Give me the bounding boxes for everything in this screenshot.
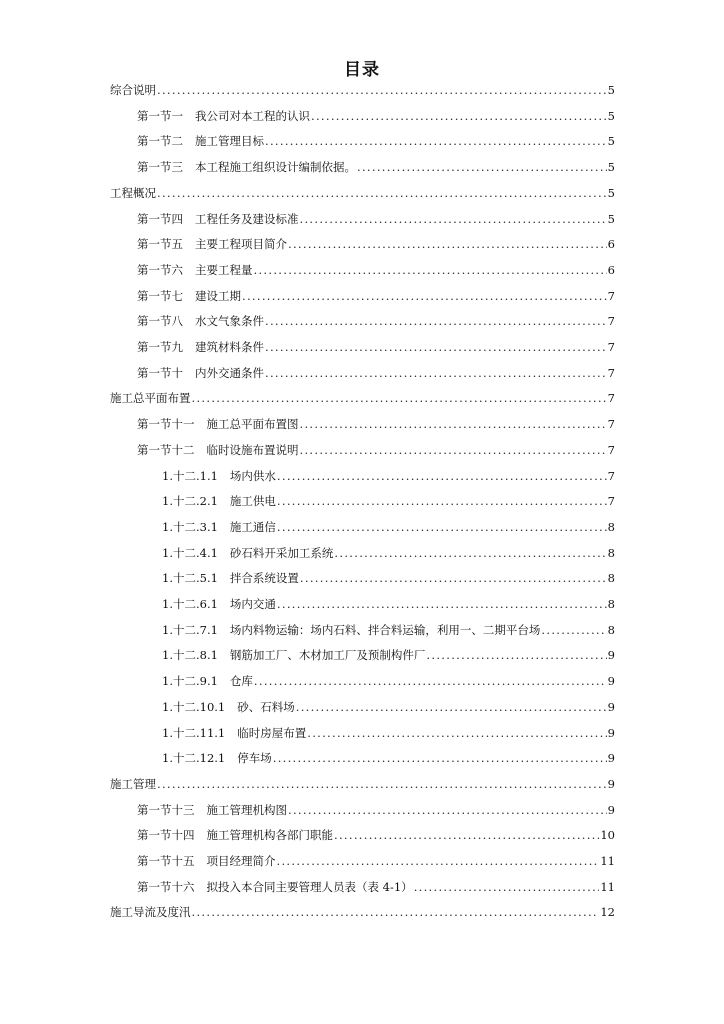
- toc-entry-number: 1.十二.5.1: [162, 571, 218, 586]
- dot-leader: [300, 568, 607, 588]
- toc-entry-number: 第一节九: [137, 340, 183, 354]
- toc-entry[interactable]: [162, 671, 615, 691]
- toc-entry-label: [162, 748, 272, 768]
- toc-entry-text: 拟投入本合同主要管理人员表（表 4-1）: [206, 879, 413, 894]
- toc-entry-page-number: 11: [600, 879, 615, 894]
- toc-entry-text: 建设工期: [195, 288, 241, 303]
- toc-entry-page-number: 9: [607, 802, 615, 817]
- toc-entry-page-number: 10: [600, 828, 615, 843]
- toc-entry[interactable]: [137, 106, 615, 126]
- toc-entry-text: 综合说明: [110, 83, 156, 97]
- toc-entry-text: 工程任务及建设标准: [195, 211, 299, 226]
- dot-leader: [265, 131, 607, 151]
- toc-entry[interactable]: [162, 645, 615, 665]
- toc-entry-page-number: 8: [607, 545, 615, 560]
- toc-entry-text: 仓库: [229, 674, 253, 689]
- toc-entry-number: 第一节十二: [137, 442, 195, 457]
- toc-entry-label: [137, 106, 310, 126]
- toc-entry-text: 施工供电: [229, 494, 276, 509]
- toc-entry-label: [137, 311, 264, 331]
- toc-entry-label: [110, 183, 156, 203]
- toc-entry-page-number: 7: [607, 314, 615, 329]
- toc-entry[interactable]: [137, 131, 615, 151]
- toc-entry-page-number: 7: [607, 417, 615, 432]
- toc-entry-text: 施工管理: [110, 776, 156, 791]
- page-title: 目录: [344, 60, 380, 80]
- toc-entry-number: 1.十二.3.1: [162, 519, 218, 534]
- toc-entry-label: [137, 414, 299, 434]
- toc-entry-text: 主要工程量: [195, 262, 253, 277]
- dot-leader: [414, 877, 600, 897]
- dot-leader: [157, 80, 607, 100]
- dot-leader: [288, 234, 607, 254]
- dot-leader: [357, 157, 607, 177]
- toc-entry-page-number: 7: [607, 442, 615, 457]
- dot-leader: [157, 774, 607, 794]
- toc-entry-page-number: 9: [607, 648, 615, 663]
- dot-leader: [265, 363, 607, 383]
- toc-entry-label: [110, 80, 156, 100]
- toc-entry-label: [110, 902, 191, 922]
- toc-entry-label: [162, 466, 276, 486]
- toc-entry-label: [137, 337, 264, 357]
- toc-entry-number: 1.十二.11.1: [162, 725, 226, 740]
- toc-entry-number: 第一节四: [137, 211, 183, 226]
- toc-entry-page-number: 6: [607, 237, 615, 252]
- toc-entry-number: 第一节三: [137, 160, 183, 175]
- toc-entry-label: [137, 157, 356, 177]
- toc-entry-number: 1.十二.2.1: [162, 494, 218, 509]
- dot-leader: [277, 517, 607, 537]
- toc-entry-label: [137, 363, 264, 383]
- toc-entry-page-number: 5: [607, 211, 615, 226]
- toc-entry[interactable]: [162, 491, 615, 511]
- toc-entry-text: 建筑材料条件: [195, 340, 264, 354]
- toc-entry-text: 施工总平面布置: [110, 391, 191, 406]
- dot-leader: [254, 260, 607, 280]
- toc-entry-label: [110, 774, 156, 794]
- toc-entry-page-number: 7: [607, 365, 615, 380]
- dot-leader: [242, 286, 607, 306]
- toc-entry-text: 施工导流及度汛: [110, 905, 191, 920]
- dot-leader: [541, 620, 606, 640]
- dot-leader: [288, 800, 607, 820]
- toc-entry-label: [137, 234, 287, 254]
- toc-entry-label: [162, 620, 540, 640]
- toc-entry-text: 水文气象条件: [195, 314, 264, 329]
- toc-entry-label: [162, 568, 299, 588]
- toc-entry[interactable]: [137, 234, 615, 254]
- dot-leader: [277, 466, 607, 486]
- toc-entry[interactable]: [110, 183, 615, 203]
- toc-entry-page-number: 8: [607, 571, 615, 586]
- toc-entry-label: [137, 286, 241, 306]
- toc-entry-label: [137, 800, 287, 820]
- toc-entry-number: 第一节十六: [137, 879, 195, 894]
- toc-entry-label: [162, 594, 276, 614]
- toc-entry[interactable]: [162, 568, 615, 588]
- toc-entry-text: 施工通信: [229, 519, 276, 534]
- dot-leader: [265, 337, 607, 357]
- toc-entry-text: 拌合系统设置: [229, 571, 299, 586]
- toc-entry-text: 主要工程项目简介: [195, 237, 287, 252]
- toc-entry-label: [162, 697, 295, 717]
- toc-entry-number: 第一节二: [137, 134, 183, 149]
- toc-entry-page-number: 8: [607, 597, 615, 611]
- dot-leader: [254, 671, 607, 691]
- toc-entry-number: 1.十二.9.1: [162, 674, 218, 689]
- toc-entry-page-number: 9: [607, 699, 615, 714]
- toc-entry[interactable]: [137, 825, 615, 845]
- toc-entry-page-number: 7: [607, 288, 615, 303]
- toc-entry[interactable]: [137, 440, 615, 460]
- toc-entry-page-number: 9: [607, 674, 615, 689]
- toc-entry-text: 场内供水: [229, 468, 276, 483]
- toc-entry-number: 第一节八: [137, 314, 183, 329]
- toc-entry-text: 场内料物运输：场内石料、拌合料运输，利用一、二期平台场: [229, 622, 541, 637]
- toc-entry-number: 1.十二.4.1: [162, 545, 218, 560]
- dot-leader: [157, 183, 607, 203]
- dot-leader: [277, 594, 607, 614]
- toc-entry[interactable]: [162, 594, 615, 614]
- toc-entry[interactable]: [110, 774, 615, 794]
- toc-entry-label: [162, 517, 276, 537]
- toc-entry-text: 场内交通: [229, 597, 276, 611]
- toc-entry-label: [137, 877, 413, 897]
- dot-leader: [307, 723, 606, 743]
- dot-leader: [277, 851, 600, 871]
- toc-entry-label: [137, 825, 333, 845]
- toc-entry[interactable]: [137, 414, 615, 434]
- dot-leader: [192, 902, 600, 922]
- toc-entry-page-number: 5: [607, 108, 615, 123]
- toc-entry[interactable]: [110, 80, 615, 100]
- toc-entry-page-number: 7: [607, 340, 615, 354]
- toc-entry-label: [137, 131, 264, 151]
- dot-leader: [426, 645, 606, 665]
- toc-entry-label: [162, 645, 425, 665]
- toc-entry-page-number: 9: [607, 751, 615, 766]
- toc-entry[interactable]: [137, 800, 615, 820]
- toc-entry[interactable]: [110, 902, 615, 922]
- toc-entry-number: 1.十二.10.1: [162, 699, 226, 714]
- toc-entry-page-number: 8: [607, 622, 615, 637]
- dot-leader: [300, 440, 607, 460]
- toc-entry-text: 施工管理机构图: [206, 802, 287, 817]
- toc-entry[interactable]: [162, 620, 615, 640]
- toc-entry-page-number: 7: [607, 494, 615, 509]
- toc-entry-label: [162, 543, 333, 563]
- toc-entry[interactable]: [162, 748, 615, 768]
- toc-entry-label: [110, 388, 191, 408]
- toc-entry-page-number: 5: [607, 160, 615, 175]
- toc-entry-page-number: 12: [600, 905, 615, 920]
- toc-entry-number: 第一节十三: [137, 802, 195, 817]
- toc-entry-text: 钢筋加工厂、木材加工厂及预制构件厂: [229, 648, 426, 663]
- toc-entry[interactable]: [137, 877, 615, 897]
- toc-entry-number: 1.十二.7.1: [162, 622, 218, 637]
- toc-entry-number: 第一节十: [137, 365, 183, 380]
- toc-entry-number: 第一节六: [137, 262, 183, 277]
- toc-entry-page-number: 7: [607, 468, 615, 483]
- toc-entry-number: 第一节七: [137, 288, 183, 303]
- toc-entry[interactable]: [137, 286, 615, 306]
- toc-entry-label: [137, 260, 253, 280]
- toc-entry-text: 内外交通条件: [195, 365, 264, 380]
- dot-leader: [192, 388, 607, 408]
- toc-entry-label: [162, 491, 276, 511]
- toc-entry-page-number: 5: [607, 185, 615, 200]
- toc-entry-page-number: 9: [607, 725, 615, 740]
- toc-entry[interactable]: [162, 723, 615, 743]
- toc-entry-page-number: 5: [607, 83, 615, 97]
- toc-entry-number: 1.十二.1.1: [162, 468, 218, 483]
- toc-entry-text: 砂石料开采加工系统: [229, 545, 334, 560]
- dot-leader: [296, 697, 607, 717]
- toc-entry[interactable]: [162, 543, 615, 563]
- toc-entry[interactable]: [137, 157, 615, 177]
- toc-entry-page-number: 6: [607, 262, 615, 277]
- toc-entry[interactable]: [162, 697, 615, 717]
- dot-leader: [277, 491, 607, 511]
- toc-entry[interactable]: [137, 209, 615, 229]
- toc-entry-text: 施工管理机构各部门职能: [206, 828, 333, 843]
- toc-entry-text: 施工管理目标: [195, 134, 264, 149]
- toc-entry[interactable]: [162, 517, 615, 537]
- toc-entry-text: 停车场: [237, 751, 272, 766]
- toc-entry-page-number: 8: [607, 519, 615, 534]
- toc-entry-label: [162, 671, 253, 691]
- toc-entry-text: 砂、石料场: [237, 699, 295, 714]
- dot-leader: [273, 748, 607, 768]
- toc-entry-text: 施工总平面布置图: [206, 417, 299, 432]
- toc-entry-page-number: 5: [607, 134, 615, 149]
- toc-entry-number: 第一节一: [137, 108, 183, 123]
- toc-entry[interactable]: [137, 311, 615, 331]
- dot-leader: [334, 543, 606, 563]
- dot-leader: [300, 414, 607, 434]
- toc-entry-text: 临时设施布置说明: [206, 442, 299, 457]
- toc-entry-number: 第一节十五: [137, 854, 195, 868]
- toc-entry-number: 第一节十四: [137, 828, 195, 843]
- toc-entry-page-number: 11: [600, 854, 615, 868]
- toc-entry[interactable]: [162, 466, 615, 486]
- dot-leader: [334, 825, 599, 845]
- toc-entry-text: 工程概况: [110, 185, 156, 200]
- toc-entry-page-number: 9: [607, 776, 615, 791]
- toc-entry-page-number: 7: [607, 391, 615, 406]
- toc-entry-label: [162, 723, 306, 743]
- dot-leader: [265, 311, 607, 331]
- toc-entry-text: 我公司对本工程的认识: [195, 108, 310, 123]
- toc-entry-number: 第一节十一: [137, 417, 195, 432]
- toc-entry[interactable]: [137, 851, 615, 871]
- toc-entry-number: 1.十二.6.1: [162, 597, 218, 611]
- dot-leader: [311, 106, 607, 126]
- toc-entry-number: 1.十二.12.1: [162, 751, 226, 766]
- toc-entry[interactable]: [137, 260, 615, 280]
- dot-leader: [300, 209, 607, 229]
- toc-entry-number: 1.十二.8.1: [162, 648, 218, 663]
- toc-entry-label: [137, 209, 299, 229]
- toc-entry[interactable]: [110, 388, 615, 408]
- toc-entry-number: 第一节五: [137, 237, 183, 252]
- toc-entry[interactable]: [137, 337, 615, 357]
- toc-entry[interactable]: [137, 363, 615, 383]
- toc-entry-label: [137, 440, 299, 460]
- toc-entry-label: [137, 851, 276, 871]
- toc-entry-text: 临时房屋布置: [237, 725, 307, 740]
- toc-entry-text: 本工程施工组织设计编制依据。: [195, 160, 356, 175]
- toc-entry-text: 项目经理简介: [206, 854, 276, 868]
